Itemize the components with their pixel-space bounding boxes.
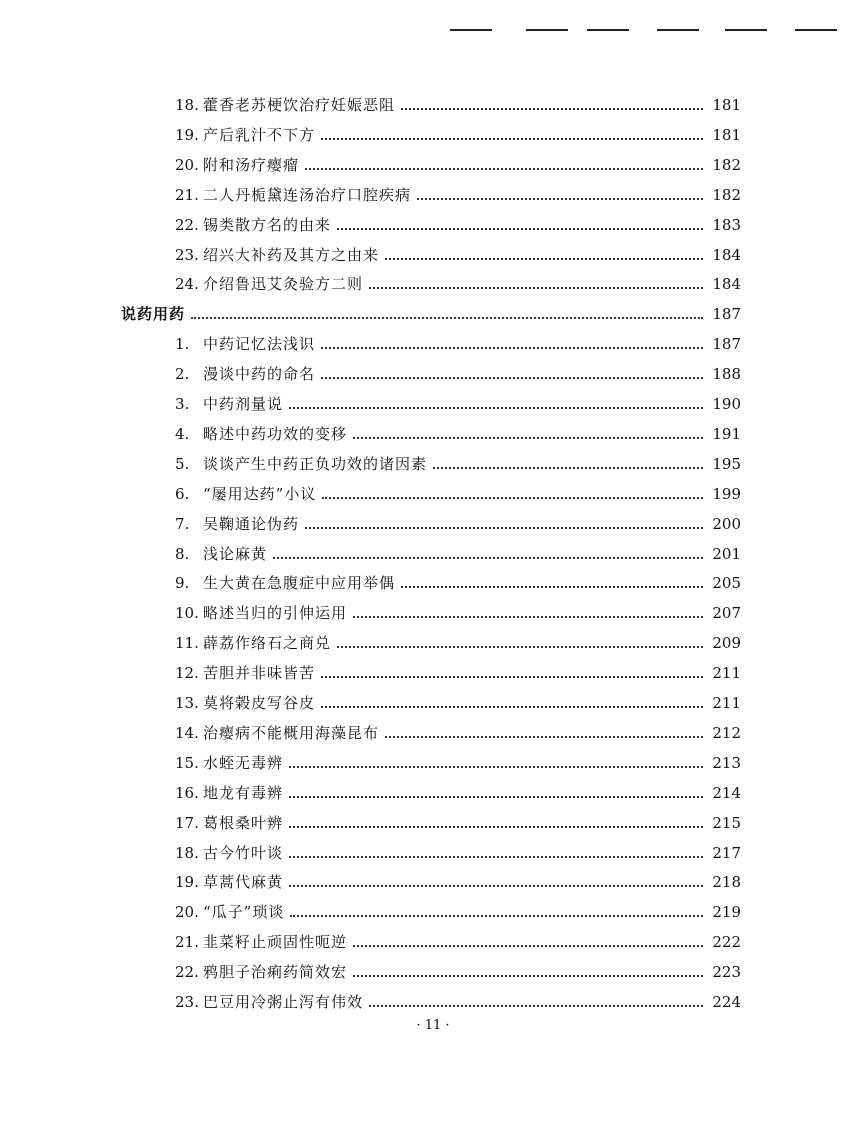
header-dash [725,29,767,31]
entry-number: 22. [175,963,199,982]
entry-number: 20. [175,903,199,922]
entry-title: 地龙有毒辨 [203,783,284,802]
entry-number: 1. [175,335,190,354]
entry-number: 19. [175,873,199,892]
dot-leader [369,287,703,289]
entry-number: 14. [175,723,199,742]
toc-entry [175,509,741,539]
entry-page: 187 [712,305,741,324]
entry-page: 205 [712,574,741,593]
entry-number: 5. [175,454,190,473]
dot-leader [321,138,703,140]
entry-number: 19. [175,125,199,144]
entry-page: 211 [712,664,741,683]
entry-page: 214 [712,783,741,802]
toc-entry [175,598,741,628]
entry-title: 中药记忆法浅识 [203,335,316,354]
entry-title: 吴鞠通论伪药 [203,514,300,533]
toc-entry [175,748,741,778]
dot-leader [337,228,703,230]
entry-title: “瓜子”琐谈 [203,903,285,922]
entry-page: 217 [712,843,741,862]
toc-entry [175,389,741,419]
dot-leader [273,557,703,559]
entry-page: 207 [712,604,741,623]
toc-entry [175,987,741,1017]
dot-leader [191,317,703,319]
entry-title: 浅论麻黄 [203,544,268,563]
toc-entry [175,568,741,598]
entry-title: 古今竹叶谈 [203,843,284,862]
entry-page: 209 [712,634,741,653]
entry-number: 21. [175,185,199,204]
entry-title: “屡用达药”小议 [203,484,317,503]
entry-number: 8. [175,544,190,563]
dot-leader [353,945,703,947]
entry-title: 漫谈中药的命名 [203,365,316,384]
toc-entry [175,269,741,299]
header-dash [657,29,699,31]
entry-number: 10. [175,604,199,623]
dot-leader [337,646,703,648]
toc-entry [175,957,741,987]
toc-entry [175,90,741,120]
toc-entry [175,927,741,957]
entry-title: 巴豆用冷粥止泻有伟效 [203,993,364,1011]
entry-page: 182 [712,155,741,174]
entry-page: 195 [712,454,741,473]
toc-entry [175,359,741,389]
entry-page: 219 [712,903,741,922]
entry-number: 24. [175,275,199,294]
dot-leader [401,108,703,110]
entry-page: 187 [712,335,741,354]
entry-number: 21. [175,933,199,952]
entry-page: 184 [712,245,741,264]
toc-entry [175,628,741,658]
dot-leader [353,975,703,977]
entry-page: 181 [712,96,741,114]
dot-leader [289,766,703,768]
entry-number: 2. [175,365,190,384]
toc-entry [175,718,741,748]
entry-title: 苦胆并非味皆苦 [203,664,316,683]
entry-number: 4. [175,424,190,443]
entry-number: 23. [175,245,199,264]
entry-page: 200 [712,514,741,533]
header-dash [526,29,568,31]
entry-number: 11. [175,634,199,653]
entry-title: 附和汤疗瘿瘤 [203,155,300,174]
entry-number: 22. [175,215,199,234]
entry-number: 18. [175,843,199,862]
entry-page: 188 [712,365,741,384]
entry-page: 212 [712,723,741,742]
entry-number: 12. [175,664,199,683]
toc-entry [175,778,741,808]
entry-title: 介绍鲁迅艾灸验方二则 [203,275,364,294]
dot-leader [290,915,703,917]
dot-leader [289,856,703,858]
entry-number: 15. [175,753,199,772]
entry-title: 治瘿病不能概用海藻昆布 [203,723,380,742]
entry-number: 9. [175,574,190,593]
entry-title: 产后乳汁不下方 [203,125,316,144]
toc-entry [175,210,741,240]
dot-leader [321,377,703,379]
header-dash [587,29,629,31]
entry-title: 说药用药 [121,305,186,324]
entry-title: 葛根桑叶辨 [203,813,284,832]
entry-page: 218 [712,873,741,892]
entry-title: 鸦胆子治痢药简效宏 [203,963,348,982]
toc-entry [175,240,741,270]
dot-leader [401,586,703,588]
entry-title: 谈谈产生中药正负功效的诸因素 [203,454,428,473]
entry-title: 薜荔作络石之商兑 [203,634,332,653]
entry-title: 锡类散方名的由来 [203,215,332,234]
entry-page: 215 [712,813,741,832]
entry-number: 7. [175,514,190,533]
entry-page: 223 [712,963,741,982]
entry-number: 23. [175,993,199,1011]
entry-page: 224 [712,993,741,1011]
dot-leader [289,885,703,887]
header-dash [795,29,837,31]
toc-entry [175,808,741,838]
entry-page: 199 [712,484,741,503]
entry-page: 181 [712,125,741,144]
dot-leader [433,467,703,469]
toc-entry [175,897,741,927]
dot-leader [289,407,703,409]
entry-title: 二人丹栀黛连汤治疗口腔疾病 [203,185,412,204]
entry-title: 略述当归的引伸运用 [203,604,348,623]
toc-entry [175,329,741,359]
entry-page: 201 [712,544,741,563]
dot-leader [417,198,703,200]
toc-entry [175,120,741,150]
entry-title: 中药剂量说 [203,395,284,413]
entry-page: 222 [712,933,741,952]
toc-entry [175,479,741,509]
dot-leader [322,497,703,499]
toc-entry [175,449,741,479]
entry-number: 13. [175,694,199,712]
dot-leader [385,258,703,260]
toc-entry [175,150,741,180]
entry-title: 草蒿代麻黄 [203,873,284,892]
dot-leader [321,706,703,708]
dot-leader [305,527,703,529]
entry-number: 17. [175,813,199,832]
entry-number: 6. [175,484,190,503]
dot-leader [321,347,703,349]
entry-page: 182 [712,185,741,204]
header-dash [450,29,492,31]
toc-entry [175,867,741,897]
entry-title: 绍兴大补药及其方之由来 [203,245,380,264]
entry-number: 20. [175,155,199,174]
entry-page: 213 [712,753,741,772]
entry-page: 184 [712,275,741,294]
dot-leader [321,676,703,678]
entry-title: 水蛭无毒辨 [203,753,284,772]
dot-leader [289,796,703,798]
entry-number: 3. [175,395,190,413]
entry-title: 莫将榖皮写谷皮 [203,694,316,712]
toc-entry [175,688,741,718]
toc-entry [175,539,741,569]
dot-leader [353,437,703,439]
toc-section-heading [121,299,741,329]
dot-leader [369,1005,703,1007]
dot-leader [289,826,703,828]
entry-page: 211 [712,694,741,712]
entry-number: 18. [175,96,199,114]
dot-leader [385,736,703,738]
dot-leader [353,616,703,618]
toc-entry [175,180,741,210]
entry-title: 韭菜籽止顽固性呃逆 [203,933,348,952]
entry-number: 16. [175,783,199,802]
entry-title: 藿香老苏梗饮治疗妊娠恶阻 [203,96,396,114]
dot-leader [305,168,703,170]
entry-title: 略述中药功效的变移 [203,424,348,443]
toc-entry [175,838,741,868]
page-number: · 11 · [416,1018,450,1033]
entry-page: 191 [712,424,741,443]
entry-page: 190 [712,395,741,413]
toc-entry [175,419,741,449]
entry-page: 183 [712,215,741,234]
entry-title: 生大黄在急腹症中应用举偶 [203,574,396,593]
toc-entry [175,658,741,688]
